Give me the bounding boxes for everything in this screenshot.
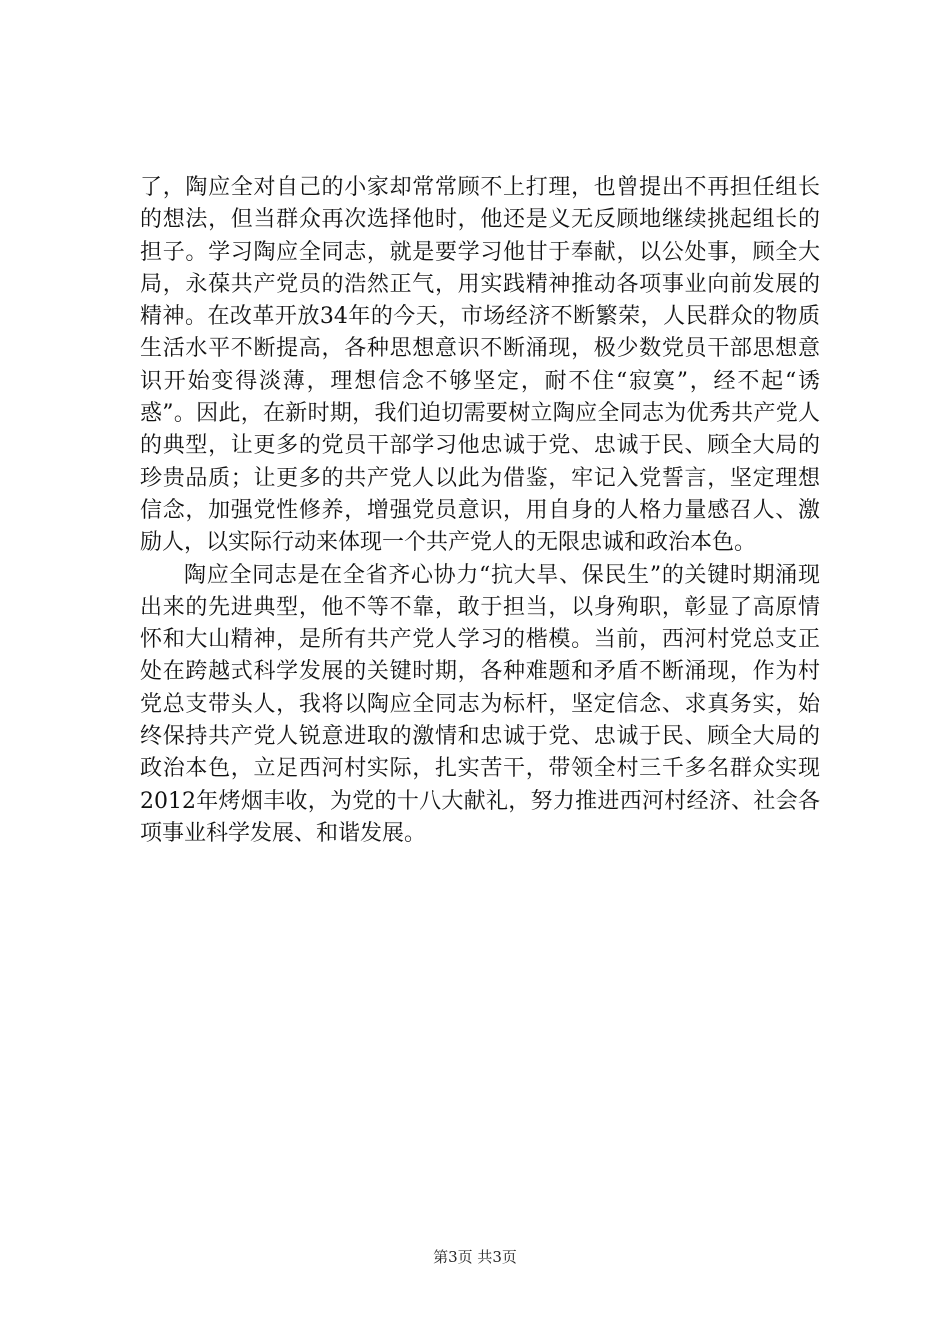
- document-body: [140, 172, 820, 850]
- paragraph-second: 陶应全同志是在全省齐心协力“抗大旱、保民生”的关键时期涌现出来的先进典型，他不等不靠，敢于担当，以身殉职，彰显了高原情怀和大山精神，是所有共产党人学习的楷模。当前，西河村党总支正处在跨越式科学发展的关键时期，各种难题和矛盾不断涌现，作为村党总支带头人，我将以陶应全同志为标杆，坚定信念、求真务实，始终保持共产党人锐意进取的激情和忠诚于党、忠诚于民、顾全大局的政治本色，立足西河村实际，扎实苦干，带领全村三千多名群众实现2012年烤烟丰收，为党的十八大献礼，努力推进西河村经济、社会各项事业科学发展、和谐发展。: [140, 562, 820, 846]
- page-number-footer: 第3页 共3页: [433, 1248, 517, 1266]
- paragraph-continuation: 了，陶应全对自己的小家却常常顾不上打理，也曾提出不再担任组长的想法，但当群众再次选择他时，他还是义无反顾地继续挑起组长的担子。学习陶应全同志，就是要学习他甘于奉献，以公处事，顾全大局，永葆共产党员的浩然正气，用实践精神推动各项事业向前发展的精神。在改革开放34年的今天，市场经济不断繁荣，人民群众的物质生活水平不断提高，各种思想意识不断涌现，极少数党员干部思想意识开始变得淡薄，理想信念不够坚定，耐不住“寂寞”，经不起“诱惑”。因此，在新时期，我们迫切需要树立陶应全同志为优秀共产党人的典型，让更多的党员干部学习他忠诚于党、忠诚于民、顾全大局的珍贵品质；让更多的共产党人以此为借鉴，牢记入党誓言，坚定理想信念，加强党性修养，增强党员意识，用自身的人格力量感召人、激励人，以实际行动来体现一个共产党人的无限忠诚和政治本色。: [140, 175, 820, 556]
